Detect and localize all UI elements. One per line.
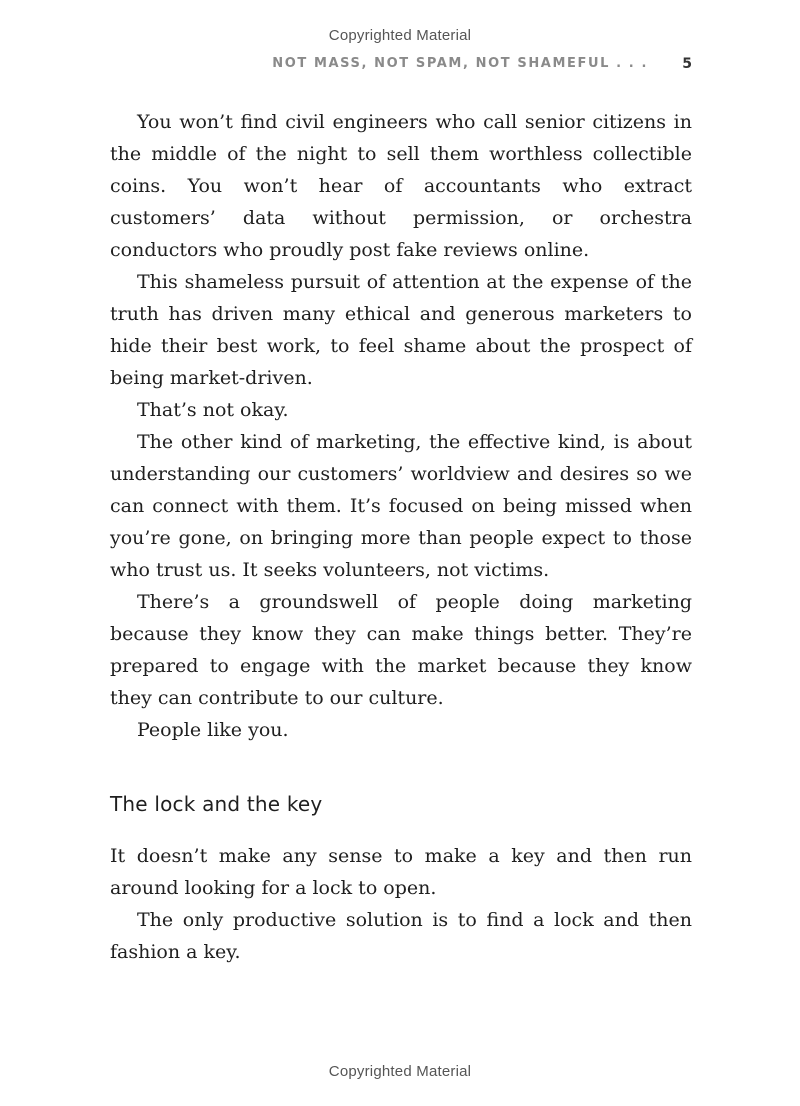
watermark-top: Copyrighted Material xyxy=(328,27,472,44)
page-number: 5 xyxy=(682,56,692,72)
paragraph-4: The other kind of marketing, the effective kind, is about understanding our customers’ worldview and desires so we can connect with them. It’s focused on being missed when you’re gone, on bringing more than people expect to those who trust us. It seeks volunteers, not victims. xyxy=(110,431,692,581)
section-paragraph-2: The only productive solution is to find a lock and then fashion a key. xyxy=(110,909,692,963)
section-paragraph-1: It doesn’t make any sense to make a key and then run around looking for a lock to open. xyxy=(110,845,692,899)
section-body-text xyxy=(110,840,692,968)
running-head-title: NOT MASS, NOT SPAM, NOT SHAMEFUL . . . xyxy=(272,56,648,71)
paragraph-5: There’s a groundswell of people doing marketing because they know they can make things better. They’re prepared to engage with the market because they know they can contribute to our culture. xyxy=(110,591,692,709)
body-text xyxy=(110,106,692,746)
running-head xyxy=(110,56,692,76)
section-heading: The lock and the key xyxy=(110,792,323,816)
paragraph-1: You won’t find civil engineers who call senior citizens in the middle of the night to sell them worthless collectible coins. You won’t hear of accountants who extract customers’ data without permission, or orchestra conductors who proudly post fake reviews online. xyxy=(110,111,692,261)
watermark-bottom: Copyrighted Material xyxy=(328,1063,472,1080)
paragraph-2: This shameless pursuit of attention at the expense of the truth has driven many ethical and generous marketers to hide their best work, to feel shame about the prospect of being market-driven. xyxy=(110,271,692,389)
paragraph-6: People like you. xyxy=(137,719,289,741)
paragraph-3: That’s not okay. xyxy=(137,399,289,421)
